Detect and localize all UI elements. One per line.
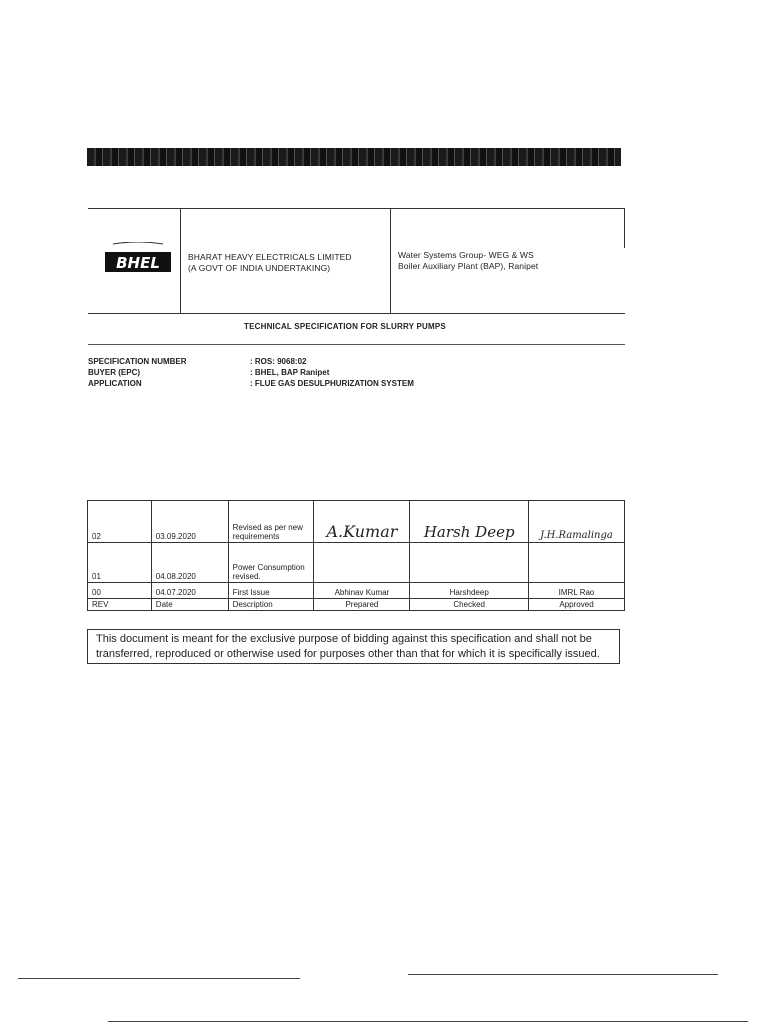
table-row: [88, 501, 625, 543]
footer-line: [18, 978, 300, 979]
prepared-cell: [314, 543, 410, 583]
document-title: TECHNICAL SPECIFICATION FOR SLURRY PUMPS: [244, 322, 446, 331]
company-name: BHARAT HEAVY ELECTRICALS LIMITED: [188, 252, 352, 262]
table-row: [88, 543, 625, 583]
unit-name: Boiler Auxiliary Plant (BAP), Ranipet: [398, 261, 539, 271]
description-cell: First Issue: [228, 583, 314, 599]
rev-cell: 00: [88, 583, 152, 599]
rev-cell: 01: [88, 543, 152, 583]
checked-signature: Harsh Deep: [410, 501, 529, 543]
meta-label: APPLICATION: [88, 379, 142, 388]
company-name-block: [188, 252, 352, 274]
checked-cell: [410, 543, 529, 583]
description-cell: Power Consumption revised.: [228, 543, 314, 583]
approved-cell: IMRL Rao: [529, 583, 625, 599]
date-cell: 04.08.2020: [151, 543, 228, 583]
meta-label: BUYER (EPC): [88, 368, 141, 377]
prepared-cell: Abhinav Kumar: [314, 583, 410, 599]
meta-labels: [88, 356, 187, 389]
group-block: [398, 250, 538, 272]
rev-cell: 02: [88, 501, 152, 543]
date-cell: 03.09.2020: [151, 501, 228, 543]
header-date: Date: [151, 599, 228, 611]
table-header-row: [88, 599, 625, 611]
prepared-signature: A.Kumar: [314, 501, 410, 543]
footer-line: [108, 1021, 748, 1022]
header-description: Description: [228, 599, 314, 611]
description-cell: Revised as per new requirements: [228, 501, 314, 543]
logo-text: BHEL: [116, 254, 160, 272]
meta-values: [250, 356, 414, 389]
meta-value: : BHEL, BAP Ranipet: [250, 368, 330, 377]
confidentiality-notice: This document is meant for the exclusive purpose of bidding against this specification and shall not be transferred, reproduced or otherwise used for purposes other than that for which it is specifically issued.: [87, 629, 620, 664]
meta-label: SPECIFICATION NUMBER: [88, 357, 187, 366]
meta-value: : ROS: 9068:02: [250, 357, 307, 366]
header-prepared: Prepared: [314, 599, 410, 611]
header-approved: Approved: [529, 599, 625, 611]
table-row: [88, 583, 625, 599]
meta-value: : FLUE GAS DESULPHURIZATION SYSTEM: [250, 379, 414, 388]
company-subtitle: (A GOVT OF INDIA UNDERTAKING): [188, 263, 331, 273]
header-checked: Checked: [410, 599, 529, 611]
group-name: Water Systems Group- WEG & WS: [398, 250, 534, 260]
header-band: [87, 148, 621, 166]
title-divider: [88, 344, 625, 345]
footer-line: [408, 974, 718, 975]
approved-cell: [529, 543, 625, 583]
date-cell: 04.07.2020: [151, 583, 228, 599]
approved-signature: J.H.Ramalinga: [529, 501, 625, 543]
bhel-logo: [105, 242, 171, 274]
revision-table: [87, 500, 625, 611]
header-rev: REV: [88, 599, 152, 611]
checked-cell: Harshdeep: [410, 583, 529, 599]
